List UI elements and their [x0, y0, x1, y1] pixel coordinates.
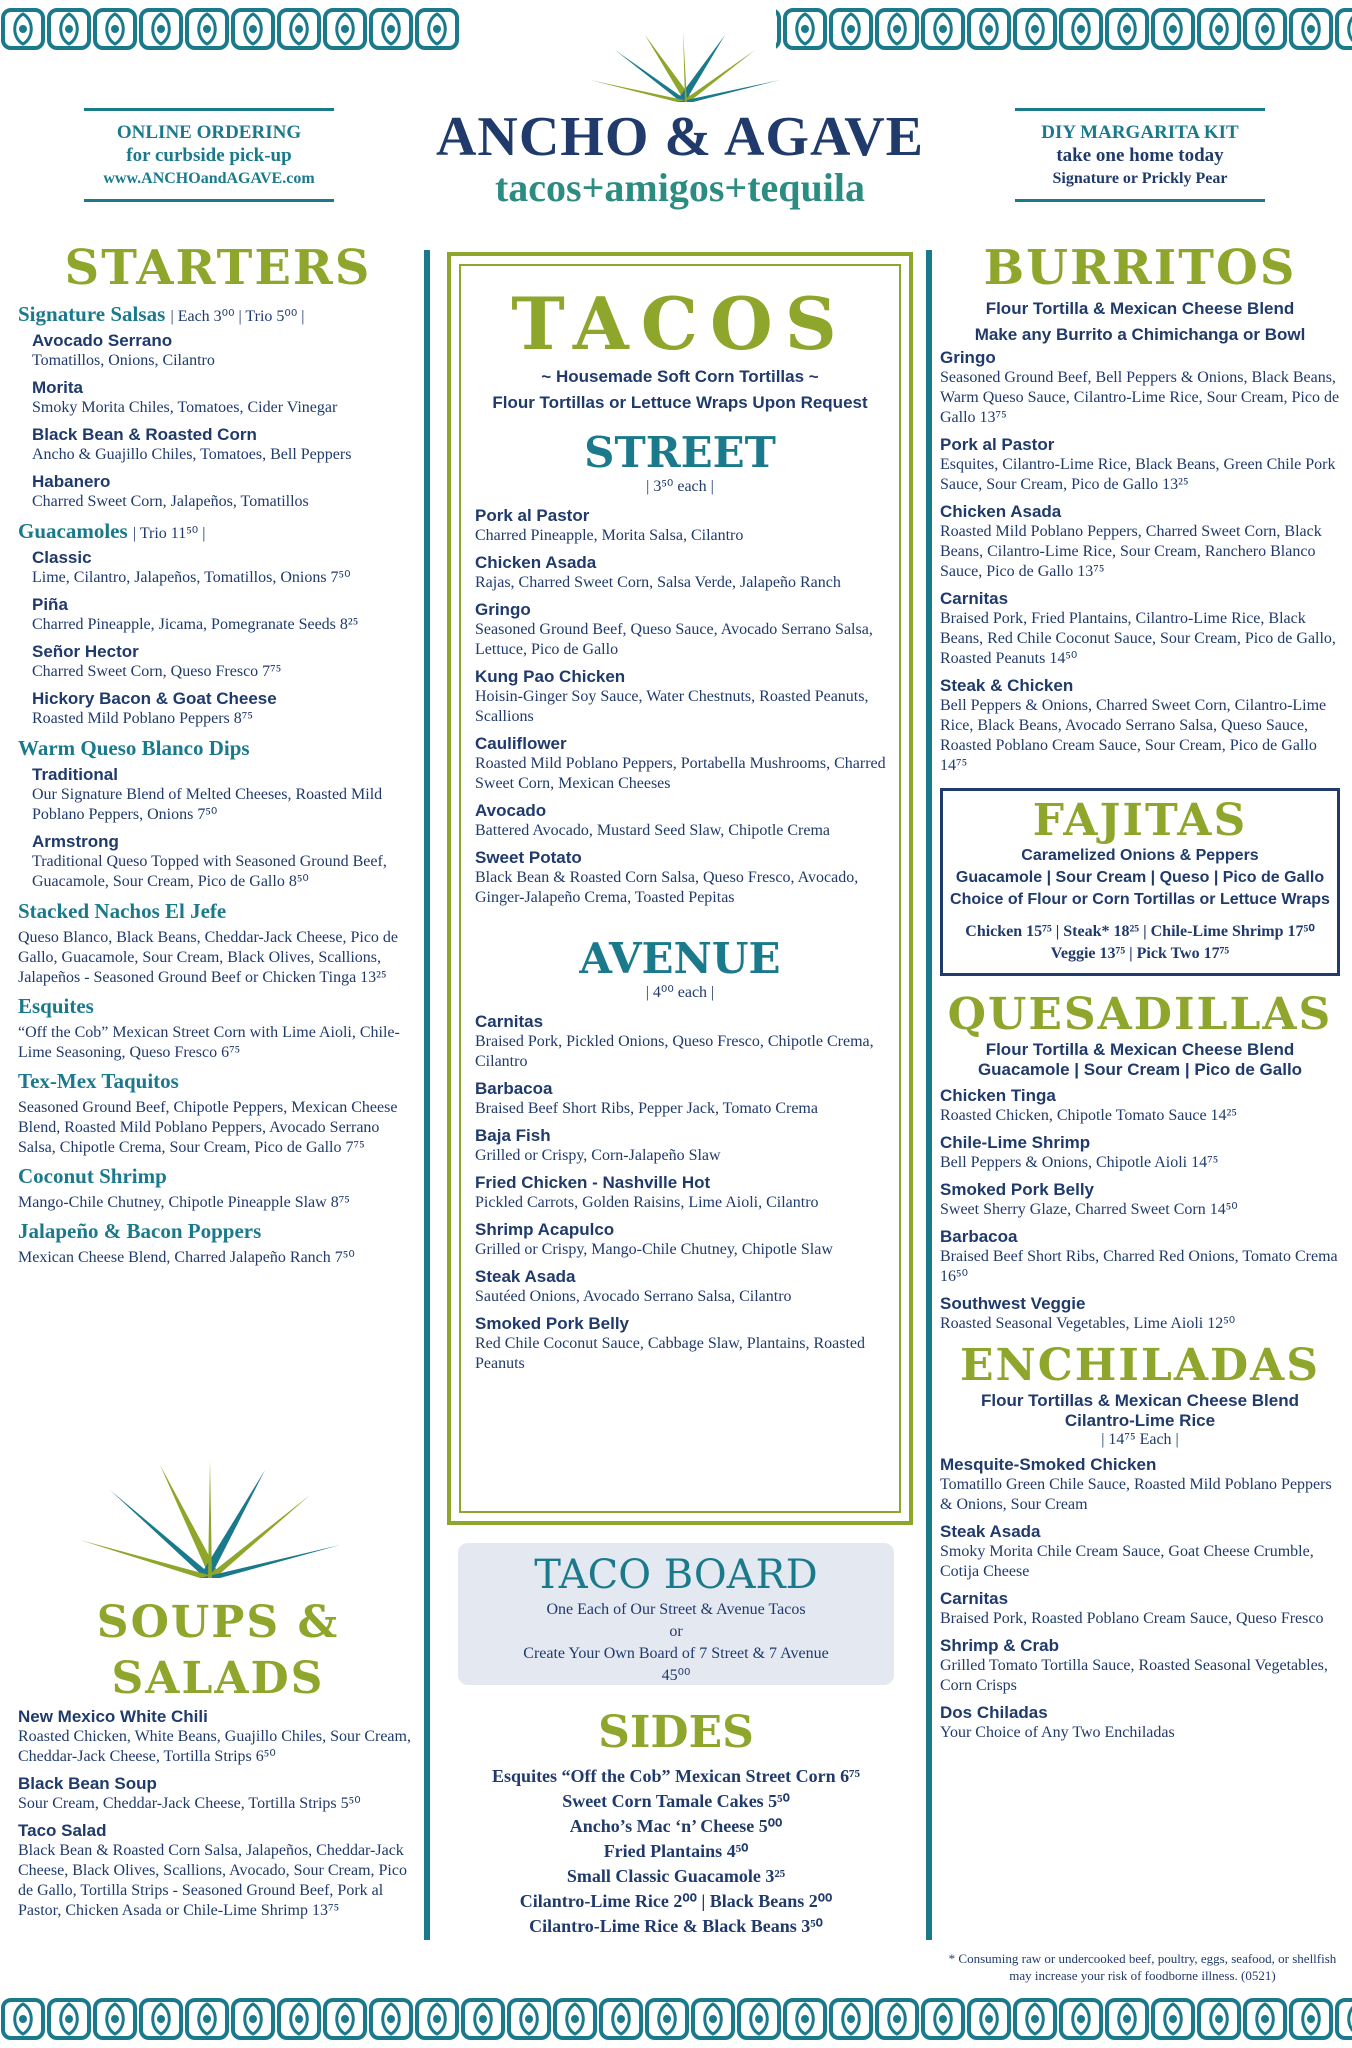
item-desc: Tomatillo Green Chile Sauce, Roasted Mild Poblano Peppers & Onions, Sour Cream — [940, 1476, 1332, 1513]
street-list — [471, 506, 889, 908]
burritos-note: Make any Burrito a Chimichanga or Bowl — [974, 325, 1306, 344]
soups-section — [18, 1595, 418, 1928]
item-name: Barbacoa — [475, 1079, 553, 1098]
item-desc: Grilled or Crispy, Mango-Chile Chutney, Chipotle Slaw — [475, 1241, 833, 1258]
item-desc: Smoky Morita Chile Cream Sauce, Goat Cheese Crumble, Cotija Cheese — [940, 1543, 1314, 1580]
item-desc: Braised Pork, Fried Plantains, Cilantro-Lime Rice, Black Beans, Red Chile Coconut Sauce, Sour Cream, Pico de Gallo, Roasted Peanuts 14⁵⁰ — [940, 610, 1336, 667]
item-desc: Bell Peppers & Onions, Charred Sweet Corn, Cilantro-Lime Rice, Black Beans, Avocado Serrano Salsa, Queso Sauce, Roasted Poblano Cream Sauce, Sour Cream, Pico de Gallo 14⁷⁵ — [940, 697, 1327, 774]
side-item: Ancho’s Mac ‘n’ Cheese 5⁰⁰ — [569, 1816, 783, 1836]
item-name: Kung Pao Chicken — [475, 667, 626, 686]
item-desc: Black Bean & Roasted Corn Salsa, Jalapeños, Cheddar-Jack Cheese, Black Olives, Scallions, Avocado, Sour Cream, Pico de Gallo, Tortilla Strips - Seasoned Ground Beef, Pork al Pastor, Chicken Asada or Chile-Lime Shrimp 13⁷⁵ — [18, 1842, 407, 1919]
menu-item — [475, 506, 889, 546]
item-name: Habanero — [32, 472, 111, 491]
menu-item — [940, 1636, 1340, 1696]
item-desc: Queso Blanco, Black Beans, Cheddar-Jack Cheese, Pico de Gallo, Guacamole, Sour Cream, Black Olives, Scallions, Jalapeños - Seasoned Ground Beef or Chicken Tinga 13²⁵ — [18, 929, 399, 986]
quesadillas-title: QUESADILLAS — [947, 989, 1333, 1040]
brand-header — [400, 108, 960, 210]
menu-item — [18, 1219, 418, 1268]
quesadillas-list — [940, 1086, 1340, 1334]
item-desc: Our Signature Blend of Melted Cheeses, Roasted Mild Poblano Peppers, Onions 7⁵⁰ — [32, 786, 383, 823]
item-name: Chicken Tinga — [940, 1086, 1056, 1105]
item-name: Gringo — [940, 348, 996, 367]
side-item: Cilantro-Lime Rice 2⁰⁰ | Black Beans 2⁰⁰ — [519, 1891, 833, 1911]
fajitas-prices: Veggie 13⁷⁵ | Pick Two 17⁷⁵ — [1050, 945, 1230, 962]
agave-illustration-icon — [80, 1460, 340, 1585]
menu-item — [18, 1707, 418, 1767]
item-name: Taco Salad — [18, 1821, 107, 1840]
quesadillas-note: Guacamole | Sour Cream | Pico de Gallo — [977, 1060, 1303, 1079]
item-desc: Charred Pineapple, Morita Salsa, Cilantro — [475, 527, 744, 544]
item-name: Carnitas — [940, 589, 1009, 608]
enchiladas-note: Cilantro-Lime Rice — [1064, 1411, 1216, 1430]
fajitas-title: FAJITAS — [1032, 795, 1248, 846]
menu-item — [475, 1126, 889, 1166]
item-name: Smoked Pork Belly — [475, 1314, 630, 1333]
item-name: Señor Hector — [32, 642, 139, 661]
item-name: Steak Asada — [475, 1267, 576, 1286]
menu-item — [475, 1012, 889, 1072]
enchiladas-list — [940, 1455, 1340, 1743]
menu-item — [940, 502, 1340, 582]
salsas-label: Signature Salsas — [18, 302, 166, 326]
item-desc: Your Choice of Any Two Enchiladas — [940, 1724, 1175, 1741]
menu-item — [475, 600, 889, 660]
item-name: Coconut Shrimp — [18, 1164, 167, 1188]
column-divider — [926, 250, 932, 1940]
item-desc: Battered Avocado, Mustard Seed Slaw, Chipotle Crema — [475, 822, 831, 839]
side-item: Esquites “Off the Cob” Mexican Street Corn 6⁷⁵ — [492, 1766, 860, 1786]
item-desc: Roasted Mild Poblano Peppers 8⁷⁵ — [32, 710, 253, 727]
item-name: Pork al Pastor — [475, 506, 590, 525]
side-item: Fried Plantains 4⁵⁰ — [603, 1841, 749, 1861]
menu-item — [18, 899, 418, 988]
item-name: Chicken Asada — [475, 553, 597, 572]
item-name: Southwest Veggie — [940, 1294, 1086, 1313]
item-name: Cauliflower — [475, 734, 567, 753]
menu-item — [475, 848, 889, 908]
menu-item — [32, 832, 418, 892]
item-desc: Sautéed Onions, Avocado Serrano Salsa, Cilantro — [475, 1288, 792, 1305]
item-desc: Black Bean & Roasted Corn Salsa, Queso Fresco, Avocado, Ginger-Jalapeño Crema, Toasted Pepitas — [475, 869, 859, 906]
online-ordering-promo — [84, 108, 334, 202]
sides-title: SIDES — [598, 1707, 754, 1758]
promo-line: ONLINE ORDERING — [116, 122, 302, 143]
item-name: Chicken Asada — [940, 502, 1062, 521]
street-title: STREET — [584, 428, 776, 477]
item-name: Smoked Pork Belly — [940, 1180, 1095, 1199]
menu-item — [475, 1314, 889, 1374]
item-desc: Traditional Queso Topped with Seasoned Ground Beef, Guacamole, Sour Cream, Pico de Gallo 8⁵⁰ — [32, 853, 387, 890]
salsas-header — [18, 302, 418, 327]
board-line: Create Your Own Board of 7 Street & 7 Avenue — [523, 1645, 829, 1662]
burritos-title: BURRITOS — [983, 240, 1297, 296]
side-item: Cilantro-Lime Rice & Black Beans 3⁵⁰ — [529, 1916, 823, 1936]
food-safety-disclaimer: * Consuming raw or undercooked beef, poultry, eggs, seafood, or shellfish may increase your risk of foodborne illness. (0521) — [948, 1951, 1337, 1983]
menu-item — [940, 1455, 1340, 1515]
guac-label: Guacamoles — [18, 519, 128, 543]
item-name: Tex-Mex Taquitos — [18, 1069, 179, 1093]
tacos-title: TACOS — [511, 281, 849, 366]
taco-board-title: TACO BOARD — [534, 1552, 818, 1598]
item-name: Shrimp Acapulco — [475, 1220, 615, 1239]
item-name: Fried Chicken - Nashville Hot — [475, 1173, 711, 1192]
fajitas-prices: Chicken 15⁷⁵ | Steak* 18²⁵ | Chile-Lime Shrimp 17⁵⁰ — [965, 923, 1315, 940]
menu-item — [940, 676, 1340, 776]
brand-title: ANCHO & AGAVE — [435, 106, 924, 168]
item-name: Esquites — [18, 994, 94, 1018]
item-desc: Roasted Seasonal Vegetables, Lime Aioli 12⁵⁰ — [940, 1315, 1236, 1332]
item-name: Barbacoa — [940, 1227, 1018, 1246]
soups-list — [18, 1707, 418, 1921]
soups-title: SOUPS & SALADS — [96, 1597, 340, 1704]
guac-header — [18, 519, 418, 544]
column-divider — [424, 250, 430, 1940]
fajitas-panel — [940, 788, 1340, 976]
menu-item — [940, 348, 1340, 428]
item-desc: Sweet Sherry Glaze, Charred Sweet Corn 14⁵⁰ — [940, 1201, 1238, 1218]
item-name: Traditional — [32, 765, 118, 784]
item-name: Baja Fish — [475, 1126, 551, 1145]
item-name: Shrimp & Crab — [940, 1636, 1060, 1655]
menu-item — [475, 1267, 889, 1307]
item-name: Carnitas — [475, 1012, 544, 1031]
menu-item — [18, 1069, 418, 1158]
item-desc: Braised Beef Short Ribs, Charred Red Onions, Tomato Crema 16⁵⁰ — [940, 1248, 1338, 1285]
item-desc: Bell Peppers & Onions, Chipotle Aioli 14⁷⁵ — [940, 1154, 1219, 1171]
menu-item — [475, 553, 889, 593]
menu-item — [475, 1173, 889, 1213]
side-item: Sweet Corn Tamale Cakes 5⁵⁰ — [562, 1791, 790, 1811]
item-desc: Hoisin-Ginger Soy Sauce, Water Chestnuts, Roasted Peanuts, Scallions — [475, 688, 869, 725]
menu-item — [940, 1133, 1340, 1173]
board-price: 45⁰⁰ — [661, 1667, 691, 1684]
item-name: Steak & Chicken — [940, 676, 1074, 695]
tacos-note: ~ Housemade Soft Corn Tortillas ~ — [541, 367, 819, 386]
enchiladas-title: ENCHILADAS — [959, 1340, 1321, 1391]
taco-board-panel — [458, 1543, 894, 1685]
item-name: Avocado Serrano — [32, 331, 173, 350]
website-link[interactable]: www.ANCHOandAGAVE.com — [103, 170, 315, 187]
item-desc: Pickled Carrots, Golden Raisins, Lime Aioli, Cilantro — [475, 1194, 819, 1211]
menu-item — [475, 801, 889, 841]
margarita-kit-promo — [1015, 108, 1265, 202]
brand-tagline: tacos+amigos+tequila — [494, 165, 866, 210]
menu-item — [18, 1774, 418, 1814]
item-desc: Ancho & Guajillo Chiles, Tomatoes, Bell Peppers — [32, 446, 352, 463]
menu-item — [940, 1180, 1340, 1220]
menu-item — [32, 689, 418, 729]
item-desc: Lime, Cilantro, Jalapeños, Tomatillos, Onions 7⁵⁰ — [32, 569, 351, 586]
street-price: | 3⁵⁰ each | — [646, 478, 714, 495]
item-desc: Roasted Mild Poblano Peppers, Charred Sweet Corn, Black Beans, Cilantro-Lime Rice, Sour Cream, Ranchero Blanco Sauce, Pico de Gallo 13⁷⁵ — [940, 523, 1322, 580]
tacos-note: Flour Tortillas or Lettuce Wraps Upon Request — [492, 393, 868, 412]
item-desc: Charred Pineapple, Jicama, Pomegranate Seeds 8²⁵ — [32, 616, 359, 633]
item-name: Piña — [32, 595, 68, 614]
item-name: Avocado — [475, 801, 547, 820]
item-desc: Charred Sweet Corn, Jalapeños, Tomatillos — [32, 493, 309, 510]
item-name: Black Bean & Roasted Corn — [32, 425, 257, 444]
item-name: Pork al Pastor — [940, 435, 1055, 454]
item-desc: Roasted Chicken, White Beans, Guajillo Chiles, Sour Cream, Cheddar-Jack Cheese, Tortilla Strips 6⁵⁰ — [18, 1728, 411, 1765]
avenue-list — [471, 1012, 889, 1374]
item-name: Black Bean Soup — [18, 1774, 157, 1793]
avenue-title: AVENUE — [579, 934, 781, 983]
starters-title: STARTERS — [64, 240, 372, 296]
menu-item — [940, 1703, 1340, 1743]
promo-line: Signature or Prickly Pear — [1052, 170, 1228, 187]
item-desc: Red Chile Coconut Sauce, Cabbage Slaw, Plantains, Roasted Peanuts — [475, 1335, 866, 1372]
right-column — [940, 240, 1340, 1750]
guac-price: | Trio 11⁵⁰ | — [132, 525, 206, 542]
menu-item — [32, 378, 418, 418]
item-desc: Roasted Mild Poblano Peppers, Portabella Mushrooms, Charred Sweet Corn, Mexican Cheeses — [475, 755, 886, 792]
bottom-border-pattern — [0, 1990, 1352, 2048]
menu-item — [475, 1079, 889, 1119]
item-name: Mesquite-Smoked Chicken — [940, 1455, 1157, 1474]
fajitas-note: Caramelized Onions & Peppers — [1021, 847, 1259, 864]
menu-item — [940, 435, 1340, 495]
enchiladas-price: | 14⁷⁵ Each | — [1101, 1431, 1179, 1448]
board-line: or — [669, 1623, 683, 1640]
menu-item — [940, 589, 1340, 669]
item-name: Carnitas — [940, 1589, 1009, 1608]
salsas-price: | Each 3⁰⁰ | Trio 5⁰⁰ | — [170, 308, 305, 325]
item-name: Jalapeño & Bacon Poppers — [18, 1219, 262, 1243]
menu-item — [32, 765, 418, 825]
queso-header: Warm Queso Blanco Dips — [18, 736, 250, 760]
item-name: Sweet Potato — [475, 848, 582, 867]
item-desc: Mango-Chile Chutney, Chipotle Pineapple Slaw 8⁷⁵ — [18, 1194, 350, 1211]
item-name: Hickory Bacon & Goat Cheese — [32, 689, 277, 708]
quesadillas-note: Flour Tortilla & Mexican Cheese Blend — [985, 1040, 1295, 1059]
sides-section — [447, 1708, 905, 1939]
menu-item — [940, 1294, 1340, 1334]
menu-item — [475, 667, 889, 727]
item-name: Dos Chiladas — [940, 1703, 1048, 1722]
avenue-price: | 4⁰⁰ each | — [645, 984, 715, 1001]
item-desc: Esquites, Cilantro-Lime Rice, Black Beans, Green Chile Pork Sauce, Sour Cream, Pico de Gallo 13²⁵ — [940, 456, 1336, 493]
item-desc: Charred Sweet Corn, Queso Fresco 7⁷⁵ — [32, 663, 282, 680]
item-desc: Braised Pork, Pickled Onions, Queso Fresco, Chipotle Crema, Cilantro — [475, 1033, 874, 1070]
menu-item — [940, 1086, 1340, 1126]
item-name: Classic — [32, 548, 92, 567]
enchiladas-note: Flour Tortillas & Mexican Cheese Blend — [980, 1391, 1300, 1410]
item-name: Gringo — [475, 600, 531, 619]
item-desc: Seasoned Ground Beef, Bell Peppers & Onions, Black Beans, Warm Queso Sauce, Cilantro-Lime Rice, Sour Cream, Pico de Gallo 13⁷⁵ — [940, 369, 1340, 426]
menu-item — [940, 1522, 1340, 1582]
guac-list — [18, 548, 418, 729]
promo-line: take one home today — [1056, 145, 1224, 166]
item-desc: Sour Cream, Cheddar-Jack Cheese, Tortilla Strips 5⁵⁰ — [18, 1795, 361, 1812]
item-desc: Roasted Chicken, Chipotle Tomato Sauce 14²⁵ — [940, 1107, 1237, 1124]
menu-item — [475, 1220, 889, 1260]
item-desc: Braised Pork, Roasted Poblano Cream Sauce, Queso Fresco — [940, 1610, 1324, 1627]
item-desc: Smoky Morita Chiles, Tomatoes, Cider Vinegar — [32, 399, 338, 416]
item-name: Chile-Lime Shrimp — [940, 1133, 1091, 1152]
menu-item — [18, 994, 418, 1063]
tacos-content — [471, 281, 889, 1381]
menu-item — [32, 548, 418, 588]
menu-item — [18, 1821, 418, 1921]
item-desc: Seasoned Ground Beef, Queso Sauce, Avocado Serrano Salsa, Lettuce, Pico de Gallo — [475, 621, 873, 658]
item-desc: Tomatillos, Onions, Cilantro — [32, 352, 215, 369]
fajitas-note: Choice of Flour or Corn Tortillas or Lettuce Wraps — [950, 891, 1330, 908]
menu-item — [32, 472, 418, 512]
menu-item — [32, 642, 418, 682]
side-item: Small Classic Guacamole 3²⁵ — [566, 1866, 786, 1886]
item-name: Steak Asada — [940, 1522, 1041, 1541]
item-desc: Mexican Cheese Blend, Charred Jalapeño Ranch 7⁵⁰ — [18, 1249, 355, 1266]
burritos-list — [940, 348, 1340, 776]
left-column — [18, 240, 418, 1268]
fajitas-note: Guacamole | Sour Cream | Queso | Pico de Gallo — [955, 869, 1325, 886]
tacos-panel — [447, 252, 913, 1525]
item-name: Armstrong — [32, 832, 119, 851]
promo-line: DIY MARGARITA KIT — [1041, 122, 1239, 143]
menu-item — [18, 1164, 418, 1213]
menu-item — [940, 1589, 1340, 1629]
menu-item — [32, 331, 418, 371]
item-desc: Braised Beef Short Ribs, Pepper Jack, Tomato Crema — [475, 1100, 818, 1117]
queso-list — [18, 765, 418, 892]
item-desc: Grilled or Crispy, Corn-Jalapeño Slaw — [475, 1147, 721, 1164]
item-name: Morita — [32, 378, 83, 397]
item-desc: Grilled Tomato Tortilla Sauce, Roasted Seasonal Vegetables, Corn Crisps — [940, 1657, 1328, 1694]
agave-logo-icon — [585, 30, 785, 110]
menu-item — [475, 734, 889, 794]
board-line: One Each of Our Street & Avenue Tacos — [546, 1601, 806, 1618]
menu-item — [940, 1227, 1340, 1287]
burritos-note: Flour Tortilla & Mexican Cheese Blend — [985, 299, 1295, 318]
promo-line: for curbside pick-up — [126, 145, 292, 166]
item-desc: Rajas, Charred Sweet Corn, Salsa Verde, Jalapeño Ranch — [475, 574, 841, 591]
salsa-list — [18, 331, 418, 512]
menu-item — [32, 425, 418, 465]
item-desc: “Off the Cob” Mexican Street Corn with Lime Aioli, Chile-Lime Seasoning, Queso Fresco 6⁷⁵ — [18, 1024, 400, 1061]
menu-item — [32, 595, 418, 635]
item-name: Stacked Nachos El Jefe — [18, 899, 227, 923]
item-name: New Mexico White Chili — [18, 1707, 208, 1726]
item-desc: Seasoned Ground Beef, Chipotle Peppers, Mexican Cheese Blend, Roasted Mild Poblano Peppers, Avocado Serrano Salsa, Chipotle Crema, Sour Cream, Pico de Gallo 7⁷⁵ — [18, 1099, 398, 1156]
other-starters — [18, 899, 418, 1268]
